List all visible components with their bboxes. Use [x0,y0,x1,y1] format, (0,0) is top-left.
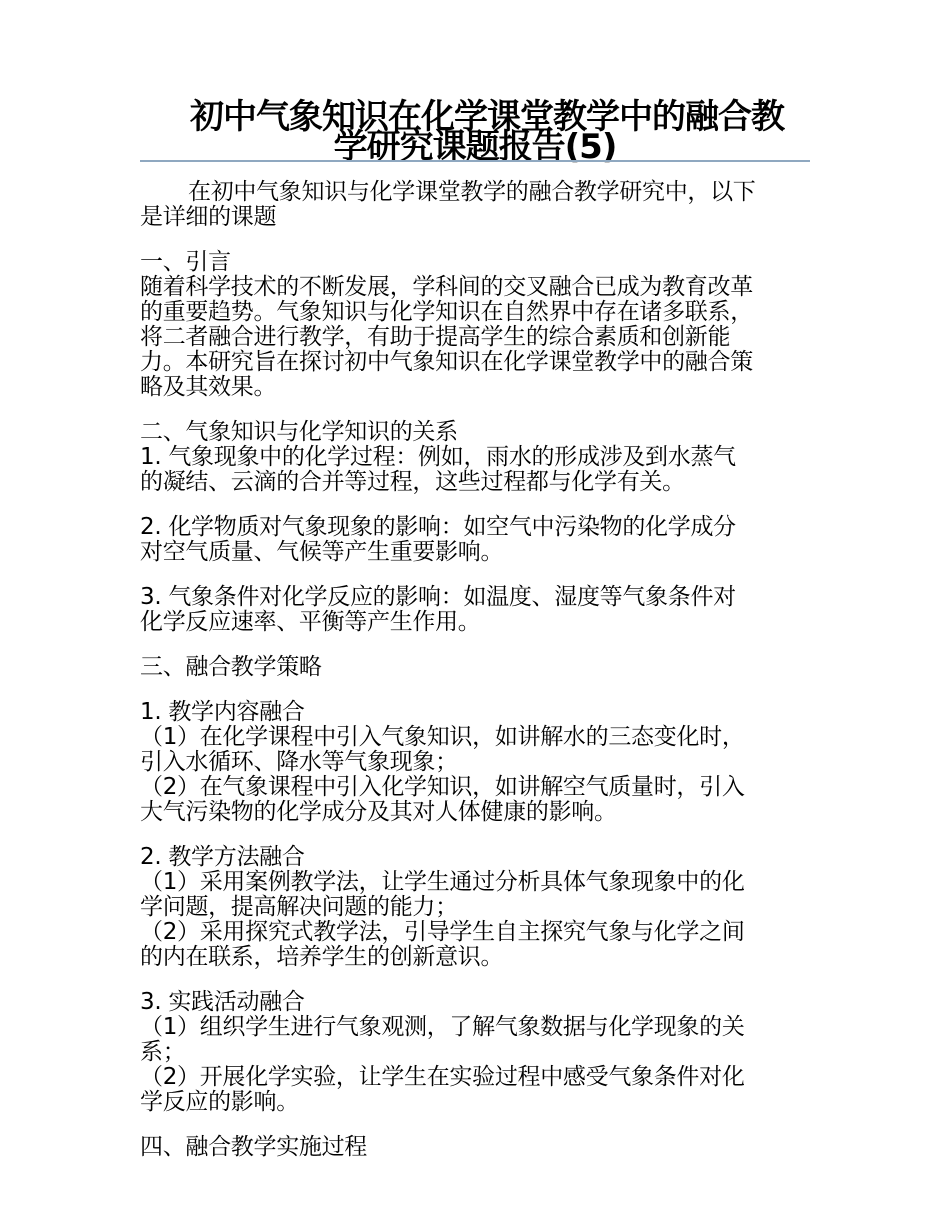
title-divider [140,160,810,162]
relationship-item-1 [140,445,820,495]
paragraph-line: （1）在化学课程中引入气象知识，如讲解水的三态变化时， [140,724,745,750]
paragraph-line: 的凝结、云滴的合并等过程，这些过程都与化学有关。 [140,469,685,495]
title-line-1: 初中气象知识在化学课堂教学中的融合教 [190,97,784,137]
practice-fusion-paragraph [140,1015,820,1115]
document-title [140,97,810,167]
paragraph-line: 化学反应速率、平衡等产生作用。 [140,609,481,635]
paragraph-line: 的内在联系，培养学生的创新意识。 [140,944,504,970]
section-heading-introduction: 一、引言 [140,249,231,275]
methods-fusion-paragraph [140,870,820,970]
paragraph-line: 1. 气象现象中的化学过程：例如，雨水的形成涉及到水蒸气 [140,444,736,470]
paragraph-line: （2）采用探究式教学法，引导学生自主探究气象与化学之间 [140,919,745,945]
subsection-title-content: 1. 教学内容融合 [140,699,305,725]
paragraph-line: 随着科学技术的不断发展，学科间的交叉融合已成为教育改革 [140,274,753,300]
paragraph-line: （2）开展化学实验，让学生在实验过程中感受气象条件对化 [140,1064,745,1090]
paragraph-line: 系； [140,1039,186,1065]
paragraph-line: 对空气质量、气候等产生重要影响。 [140,539,504,565]
paragraph-line: （2）在气象课程中引入化学知识，如讲解空气质量时，引入 [140,774,745,800]
section-heading-implementation: 四、融合教学实施过程 [140,1134,368,1160]
paragraph-line: 学反应的影响。 [140,1089,299,1115]
document-body [140,180,820,1160]
paragraph-line: 引入水循环、降水等气象现象； [140,749,458,775]
paragraph-line: （1）组织学生进行气象观测，了解气象数据与化学现象的关 [140,1014,745,1040]
relationship-item-2 [140,515,820,565]
paragraph-line: 2. 化学物质对气象现象的影响：如空气中污染物的化学成分 [140,514,736,540]
intro-paragraph [140,180,820,230]
paragraph-line: 将二者融合进行教学，有助于提高学生的综合素质和创新能 [140,324,731,350]
subsection-title-methods: 2. 教学方法融合 [140,844,305,870]
intro-line: 在初中气象知识与化学课堂教学的融合教学研究中，以下 [188,179,756,205]
paragraph-line: （1）采用案例教学法，让学生通过分析具体气象现象中的化 [140,869,745,895]
intro-line: 是详细的课题 [140,204,277,230]
introduction-paragraph [140,275,820,400]
paragraph-line: 大气污染物的化学成分及其对人体健康的影响。 [140,799,617,825]
paragraph-line: 力。本研究旨在探讨初中气象知识在化学课堂教学中的融合策 [140,349,753,375]
subsection-title-practice: 3. 实践活动融合 [140,989,305,1015]
relationship-item-3 [140,585,820,635]
section-heading-strategies: 三、融合教学策略 [140,654,322,680]
paragraph-line: 略及其效果。 [140,374,277,400]
title-line-2: 学研究课题报告(5) [333,127,617,167]
paragraph-line: 学问题，提高解决问题的能力； [140,894,458,920]
section-heading-relationship: 二、气象知识与化学知识的关系 [140,419,458,445]
paragraph-line: 3. 气象条件对化学反应的影响：如温度、湿度等气象条件对 [140,584,736,610]
content-fusion-paragraph [140,725,820,825]
paragraph-line: 的重要趋势。气象知识与化学知识在自然界中存在诸多联系， [140,299,753,325]
